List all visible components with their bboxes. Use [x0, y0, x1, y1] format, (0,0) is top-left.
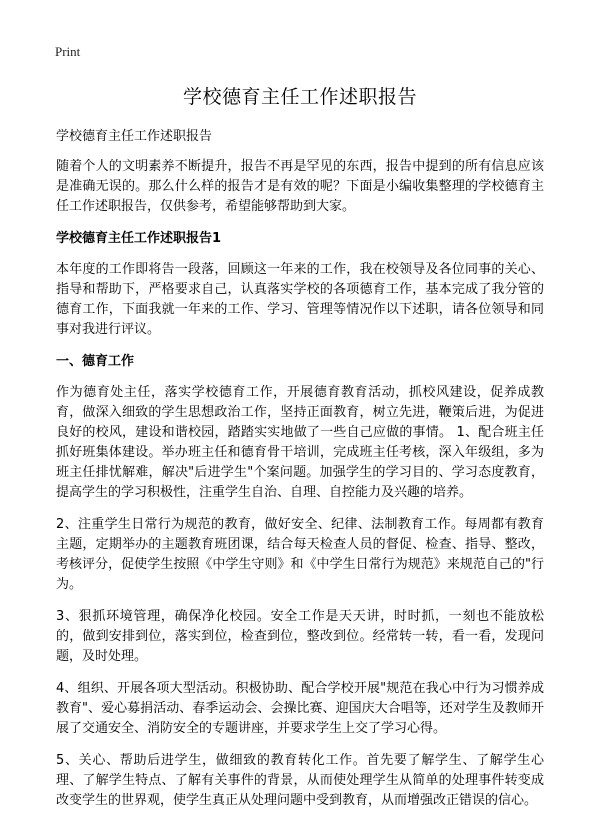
- print-link[interactable]: Print: [55, 44, 81, 59]
- document-subtitle: 学校德育主任工作述职报告: [56, 129, 213, 144]
- section1-paragraph-3: 3、狠抓环境管理，确保净化校园。安全工作是天天讲，时时抓，一刻也不能放松的，做到安排到位，落实到位，检查到位，整改到位。经常转一转，看一看，发现问题，及时处理。: [56, 609, 544, 664]
- section1-paragraph-5: 5、关心、帮助后进学生，做细致的教育转化工作。首先要了解学生、了解学生心理、了解学生特点、了解有关事件的背景，从而使处理学生从简单的处理事件转变成改变学生的世界观，使学生真正从处理问题中受到教育，从而增强改正错误的信心。: [56, 753, 544, 808]
- section1-heading: 一、德育工作: [56, 354, 135, 369]
- section1-paragraph-2: 2、注重学生日常行为规范的教育，做好安全、纪律、法制教育工作。每周都有教育主题，定期举办的主题教育班团课，结合每天检查人员的督促、检查、指导、整改，考核评分，促使学生按照《中学生守则》和《中学生日常行为规范》来规范自己的"行为。: [56, 517, 544, 592]
- report1-heading: 学校德育主任工作述职报告1: [56, 231, 222, 246]
- document-title: 学校德育主任工作述职报告: [182, 86, 417, 108]
- report1-intro-paragraph: 本年度的工作即将告一段落，回顾这一年来的工作，我在校领导及各位同事的关心、指导和帮助下，严格要求自己，认真落实学校的各项德育工作，基本完成了我分管的德育工作，下面我就一年来的工作、学习、管理等情况作以下述职，请各位领导和同事对我进行评议。: [56, 262, 544, 337]
- section1-paragraph-4: 4、组织、开展各项大型活动。积极协助、配合学校开展"规范在我心中行为习惯养成教育"、爱心募捐活动、春季运动会、会操比赛、迎国庆大合唱等，还对学生及教师开展了交通安全、消防安全的专题讲座，并要求学生上交了学习心得。: [56, 681, 544, 736]
- section1-paragraph-1: 作为德育处主任，落实学校德育工作，开展德育教育活动，抓校风建设，促养成教育，做深入细致的学生思想政治工作，坚持正面教育，树立先进，鞭策后进，为促进良好的校风，建设和谐校园，踏踏实实地做了一些自己应做的事情。 1、配合班主任抓好班集体建设。举办班主任和德育骨干培训，完成班主任考核，深入年级组，多为班主任排忧解难，解决"后进学生"个案问题。加强学生的学习目的、学习态度教育，提高学生的学习积极性，注重学生自治、自理、自控能力及兴趣的培养。: [56, 385, 544, 500]
- intro-paragraph: 随着个人的文明素养不断提升，报告不再是罕见的东西，报告中提到的所有信息应该是准确无误的。那么什么样的报告才是有效的呢？下面是小编收集整理的学校德育主任工作述职报告，仅供参考，希望能够帮助到大家。: [56, 159, 544, 214]
